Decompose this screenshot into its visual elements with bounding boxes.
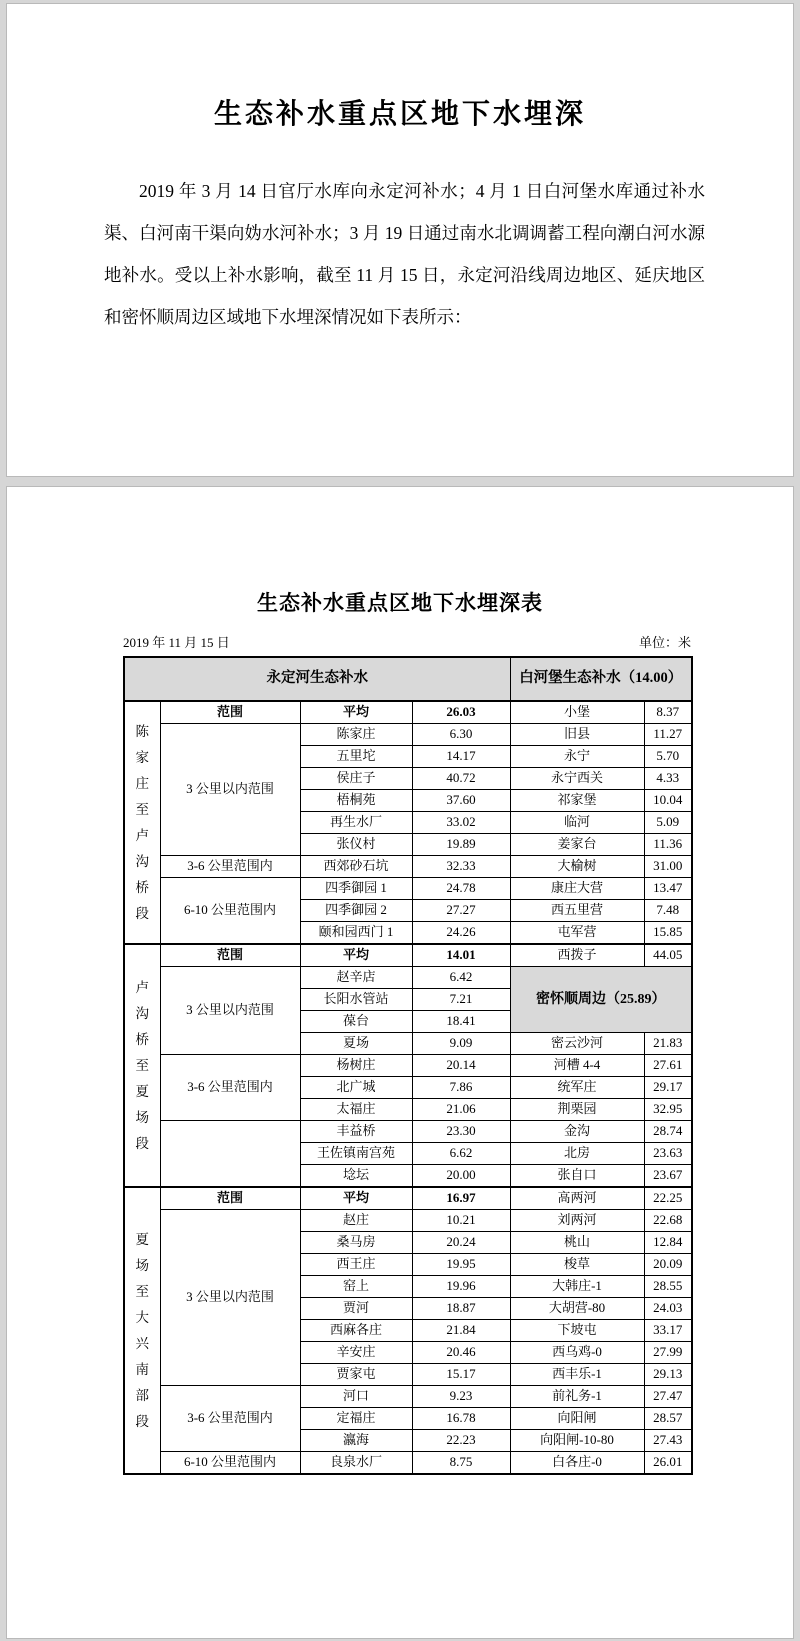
- value-cell: 21.06: [412, 1099, 510, 1121]
- value-cell: 19.96: [412, 1276, 510, 1298]
- right-site-cell: 大韩庄-1: [510, 1276, 644, 1298]
- site-cell: 西王庄: [300, 1254, 412, 1276]
- right-value-cell: 27.43: [644, 1430, 692, 1452]
- site-cell: 赵辛店: [300, 967, 412, 989]
- site-cell: 桑马房: [300, 1232, 412, 1254]
- right-value-cell: 33.17: [644, 1320, 692, 1342]
- table-row: [124, 967, 692, 989]
- right-value-cell: 11.36: [644, 834, 692, 856]
- right-site-cell: 密云沙河: [510, 1033, 644, 1055]
- value-cell: 14.01: [412, 944, 510, 967]
- table-row: [124, 1386, 692, 1408]
- range-cell: 3-6 公里范围内: [160, 1055, 300, 1121]
- right-site-cell: 大榆树: [510, 856, 644, 878]
- right-value-cell: 12.84: [644, 1232, 692, 1254]
- right-site-cell: 姜家台: [510, 834, 644, 856]
- range-cell: 3 公里以内范围: [160, 1210, 300, 1386]
- range-cell: 6-10 公里范围内: [160, 1452, 300, 1475]
- site-cell: 北广城: [300, 1077, 412, 1099]
- right-value-cell: 22.25: [644, 1187, 692, 1210]
- value-cell: 23.30: [412, 1121, 510, 1143]
- right-site-cell: 张自口: [510, 1165, 644, 1188]
- right-value-cell: 29.17: [644, 1077, 692, 1099]
- site-cell: 杨树庄: [300, 1055, 412, 1077]
- value-cell: 37.60: [412, 790, 510, 812]
- range-cell: 范围: [160, 701, 300, 724]
- value-cell: 6.62: [412, 1143, 510, 1165]
- range-cell: 范围: [160, 944, 300, 967]
- site-cell: 颐和园西门 1: [300, 922, 412, 945]
- value-cell: 16.97: [412, 1187, 510, 1210]
- site-cell: 贾家屯: [300, 1364, 412, 1386]
- right-value-cell: 22.68: [644, 1210, 692, 1232]
- page-gap: [0, 477, 800, 486]
- right-site-cell: 白各庄-0: [510, 1452, 644, 1475]
- right-value-cell: 24.03: [644, 1298, 692, 1320]
- site-cell: 窑上: [300, 1276, 412, 1298]
- site-cell: 王佐镇南宫苑: [300, 1143, 412, 1165]
- site-cell: 葆台: [300, 1011, 412, 1033]
- intro-paragraph: 2019 年 3 月 14 日官厅水库向永定河补水；4 月 1 日白河堡水库通过补水渠、白河南干渠向妫水河补水；3 月 19 日通过南水北调调蓄工程向潮白河水源地补水。受以上补水影响，截至 11 月 15 日，永定河沿线周边地区、延庆地区和密怀顺周边区域地下水埋深情况如下表所示：: [104, 181, 705, 327]
- right-site-cell: 西拨子: [510, 944, 644, 967]
- header-baihebu: 白河堡生态补水（14.00）: [510, 657, 692, 701]
- site-cell: 西麻各庄: [300, 1320, 412, 1342]
- value-cell: 20.00: [412, 1165, 510, 1188]
- right-value-cell: 29.13: [644, 1364, 692, 1386]
- table-row: [124, 944, 692, 967]
- value-cell: 15.17: [412, 1364, 510, 1386]
- site-cell: 平均: [300, 1187, 412, 1210]
- value-cell: 20.46: [412, 1342, 510, 1364]
- site-cell: 四季御园 2: [300, 900, 412, 922]
- table-row: [124, 1121, 692, 1143]
- site-cell: 再生水厂: [300, 812, 412, 834]
- right-site-cell: 统军庄: [510, 1077, 644, 1099]
- right-value-cell: 23.67: [644, 1165, 692, 1188]
- site-cell: 侯庄子: [300, 768, 412, 790]
- right-value-cell: 44.05: [644, 944, 692, 967]
- right-site-cell: 桃山: [510, 1232, 644, 1254]
- site-cell: 太福庄: [300, 1099, 412, 1121]
- site-cell: 赵庄: [300, 1210, 412, 1232]
- range-cell: 6-10 公里范围内: [160, 878, 300, 945]
- right-value-cell: 27.61: [644, 1055, 692, 1077]
- right-value-cell: 28.55: [644, 1276, 692, 1298]
- table-row: [124, 1187, 692, 1210]
- site-cell: 长阳水管站: [300, 989, 412, 1011]
- site-cell: 梧桐苑: [300, 790, 412, 812]
- value-cell: 32.33: [412, 856, 510, 878]
- right-value-cell: 10.04: [644, 790, 692, 812]
- right-site-cell: 高两河: [510, 1187, 644, 1210]
- right-site-cell: 金沟: [510, 1121, 644, 1143]
- site-cell: 西郊砂石坑: [300, 856, 412, 878]
- value-cell: 40.72: [412, 768, 510, 790]
- right-value-cell: 15.85: [644, 922, 692, 945]
- right-value-cell: 13.47: [644, 878, 692, 900]
- table-title: 生态补水重点区地下水埋深表: [257, 591, 543, 615]
- value-cell: 18.87: [412, 1298, 510, 1320]
- value-cell: 9.23: [412, 1386, 510, 1408]
- range-cell: 3 公里以内范围: [160, 967, 300, 1055]
- unit-label: 单位：米: [638, 635, 691, 650]
- right-site-cell: 向阳闸: [510, 1408, 644, 1430]
- value-cell: 7.21: [412, 989, 510, 1011]
- site-cell: 瀛海: [300, 1430, 412, 1452]
- right-value-cell: 32.95: [644, 1099, 692, 1121]
- site-cell: 平均: [300, 701, 412, 724]
- right-site-cell: 临河: [510, 812, 644, 834]
- right-value-cell: 5.09: [644, 812, 692, 834]
- value-cell: 9.09: [412, 1033, 510, 1055]
- site-cell: 五里坨: [300, 746, 412, 768]
- right-site-cell: 荆栗园: [510, 1099, 644, 1121]
- right-site-cell: 屯军营: [510, 922, 644, 945]
- right-value-cell: 20.09: [644, 1254, 692, 1276]
- range-cell: 3 公里以内范围: [160, 724, 300, 856]
- right-site-cell: 大胡营-80: [510, 1298, 644, 1320]
- value-cell: 6.30: [412, 724, 510, 746]
- site-cell: 河口: [300, 1386, 412, 1408]
- section-label: 陈家庄至卢沟桥段: [124, 701, 160, 944]
- value-cell: 18.41: [412, 1011, 510, 1033]
- right-value-cell: 23.63: [644, 1143, 692, 1165]
- table-row: [124, 1452, 692, 1475]
- right-value-cell: 21.83: [644, 1033, 692, 1055]
- value-cell: 19.95: [412, 1254, 510, 1276]
- right-value-cell: 28.57: [644, 1408, 692, 1430]
- site-cell: 陈家庄: [300, 724, 412, 746]
- value-cell: 24.78: [412, 878, 510, 900]
- value-cell: 20.24: [412, 1232, 510, 1254]
- site-cell: 丰益桥: [300, 1121, 412, 1143]
- right-site-cell: 下坡屯: [510, 1320, 644, 1342]
- section-label: 夏场至大兴南部段: [124, 1187, 160, 1474]
- value-cell: 26.03: [412, 701, 510, 724]
- right-site-cell: 梭草: [510, 1254, 644, 1276]
- right-site-cell: 前礼务-1: [510, 1386, 644, 1408]
- table-meta: [123, 632, 691, 651]
- section-label: 卢沟桥至夏场段: [124, 944, 160, 1187]
- site-cell: 定福庄: [300, 1408, 412, 1430]
- right-value-cell: 7.48: [644, 900, 692, 922]
- table-header-row: [124, 657, 692, 701]
- site-cell: 埝坛: [300, 1165, 412, 1188]
- site-cell: 张仪村: [300, 834, 412, 856]
- range-cell: 范围: [160, 1187, 300, 1210]
- right-site-cell: 小堡: [510, 701, 644, 724]
- value-cell: 22.23: [412, 1430, 510, 1452]
- right-site-cell: 向阳闸-10-80: [510, 1430, 644, 1452]
- value-cell: 6.42: [412, 967, 510, 989]
- table-row: [124, 878, 692, 900]
- table-row: [124, 856, 692, 878]
- right-site-cell: 西五里营: [510, 900, 644, 922]
- right-value-cell: 27.99: [644, 1342, 692, 1364]
- table-row: [124, 701, 692, 724]
- value-cell: 10.21: [412, 1210, 510, 1232]
- value-cell: 7.86: [412, 1077, 510, 1099]
- site-cell: 辛安庄: [300, 1342, 412, 1364]
- right-value-cell: 8.37: [644, 701, 692, 724]
- right-value-cell: 5.70: [644, 746, 692, 768]
- right-value-cell: 28.74: [644, 1121, 692, 1143]
- right-site-cell: 西丰乐-1: [510, 1364, 644, 1386]
- value-cell: 16.78: [412, 1408, 510, 1430]
- right-site-cell: 北房: [510, 1143, 644, 1165]
- right-site-cell: 旧县: [510, 724, 644, 746]
- groundwater-table: [123, 656, 693, 1475]
- value-cell: 14.17: [412, 746, 510, 768]
- range-cell: 3-6 公里范围内: [160, 856, 300, 878]
- right-site-cell: 河槽 4-4: [510, 1055, 644, 1077]
- value-cell: 20.14: [412, 1055, 510, 1077]
- mihuaishun-header-cell: 密怀顺周边（25.89）: [510, 967, 692, 1033]
- right-value-cell: 4.33: [644, 768, 692, 790]
- document-title: 生态补水重点区地下水埋深: [213, 99, 586, 130]
- right-site-cell: 康庄大营: [510, 878, 644, 900]
- site-cell: 贾河: [300, 1298, 412, 1320]
- right-site-cell: 永宁: [510, 746, 644, 768]
- value-cell: 8.75: [412, 1452, 510, 1475]
- value-cell: 27.27: [412, 900, 510, 922]
- site-cell: 四季御园 1: [300, 878, 412, 900]
- page-1: [6, 3, 794, 477]
- report-date: 2019 年 11 月 15 日: [123, 635, 230, 650]
- right-value-cell: 31.00: [644, 856, 692, 878]
- right-value-cell: 26.01: [644, 1452, 692, 1475]
- value-cell: 19.89: [412, 834, 510, 856]
- value-cell: 21.84: [412, 1320, 510, 1342]
- table-row: [124, 1055, 692, 1077]
- site-cell: 平均: [300, 944, 412, 967]
- site-cell: 良泉水厂: [300, 1452, 412, 1475]
- table-row: [124, 1210, 692, 1232]
- header-yongding: 永定河生态补水: [124, 657, 510, 701]
- value-cell: 24.26: [412, 922, 510, 945]
- page-2: [6, 486, 794, 1639]
- right-site-cell: 刘两河: [510, 1210, 644, 1232]
- right-value-cell: 27.47: [644, 1386, 692, 1408]
- table-row: [124, 724, 692, 746]
- value-cell: 33.02: [412, 812, 510, 834]
- range-cell: [160, 1121, 300, 1188]
- right-site-cell: 永宁西关: [510, 768, 644, 790]
- right-site-cell: 祁家堡: [510, 790, 644, 812]
- right-value-cell: 11.27: [644, 724, 692, 746]
- right-site-cell: 西乌鸡-0: [510, 1342, 644, 1364]
- site-cell: 夏场: [300, 1033, 412, 1055]
- range-cell: 3-6 公里范围内: [160, 1386, 300, 1452]
